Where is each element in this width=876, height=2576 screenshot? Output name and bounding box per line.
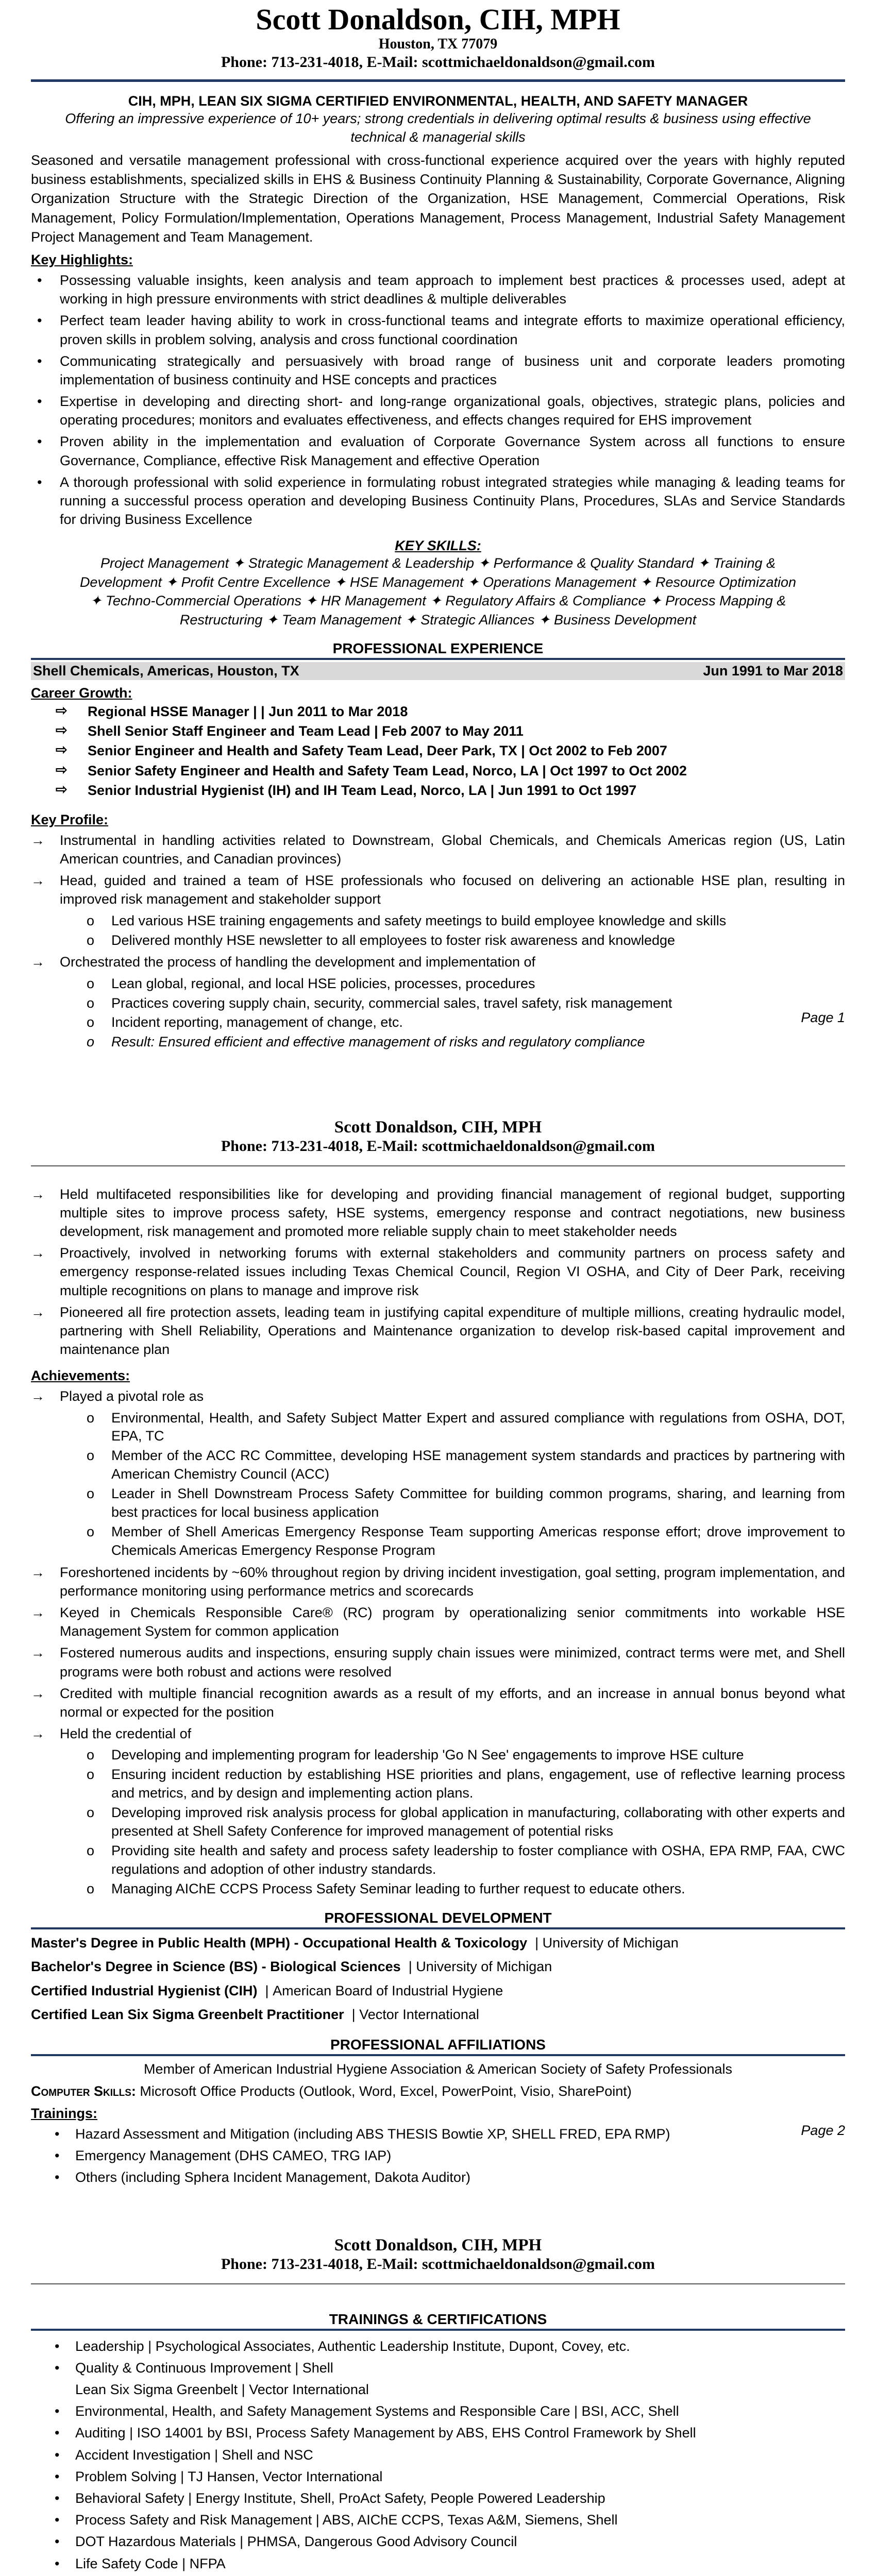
list-item: • Quality & Continuous Improvement | Shell	[31, 2359, 845, 2377]
list-item: → Held multifaceted responsibilities like for developing and providing financial management of regional budget, supporting multiple sites to improve process safety, HSE systems, emergency response and contract negotiations, new business development, risk management and promoted more reliable supply chain to meet stakeholder needs	[31, 1185, 845, 1241]
achievements-sublist	[31, 1409, 845, 1560]
list-item: • Others (including Sphera Incident Management, Dakota Auditor)	[31, 2168, 845, 2187]
list-item: • DOT Hazardous Materials | PHMSA, Dangerous Good Advisory Council	[31, 2532, 845, 2551]
list-item: → Keyed in Chemicals Responsible Care® (RC) program by operationalizing senior commitments into workable HSE Management System for common application	[31, 1603, 845, 1640]
education-item: Certified Industrial Hygienist (CIH) | American Board of Industrial Hygiene	[31, 1982, 503, 1998]
list-item: • Life Safety Code | NFPA	[31, 2554, 845, 2573]
key-profile-sublist	[31, 975, 845, 1052]
list-item: o Managing AIChE CCPS Process Safety Seminar leading to further request to educate others.	[31, 1880, 845, 1899]
highlights-label: Key Highlights:	[31, 252, 133, 268]
list-item: • Proven ability in the implementation and evaluation of Corporate Governance System across all functions to ensure Governance, Compliance, effective Risk Management and effective Operation	[31, 432, 845, 469]
list-item: • Behavioral Safety | Energy Institute, Shell, ProAct Safety, People Powered Leadership	[31, 2489, 845, 2507]
list-item: → Credited with multiple financial recognition awards as a result of my efforts, and an increase in annual bonus beyond what normal or expected for the position	[31, 1684, 845, 1721]
running-header-contact: Phone: 713-231-4018, E-Mail: scottmichaeldonaldson@gmail.com	[221, 2256, 655, 2273]
list-item: • Problem Solving | TJ Hansen, Vector International	[31, 2467, 845, 2486]
list-item: • Accident Investigation | Shell and NSC	[31, 2446, 845, 2464]
key-profile-list	[31, 953, 845, 971]
list-item: o Developing and implementing program for leadership 'Go N See' engagements to improve HSE culture	[31, 1746, 845, 1765]
experience-heading: PROFESSIONAL EXPERIENCE	[31, 640, 845, 660]
education-item: Certified Lean Six Sigma Greenbelt Practitioner | Vector International	[31, 2007, 479, 2023]
header-divider	[31, 79, 845, 82]
list-item: • Leadership | Psychological Associates, Authentic Leadership Institute, Dupont, Covey, etc.	[31, 2337, 845, 2355]
key-profile-continued	[31, 1185, 845, 1359]
page-number: Page 1	[801, 1010, 845, 1025]
certifications-heading: TRAININGS & CERTIFICATIONS	[31, 2311, 845, 2331]
list-item: • Process Safety and Risk Management | ABS, AIChE CCPS, Texas A&M, Siemens, Shell	[31, 2511, 845, 2529]
achievements-label: Achievements:	[31, 1368, 130, 1384]
list-item: ⇨ Shell Senior Staff Engineer and Team Lead | Feb 2007 to May 2011	[31, 722, 845, 740]
list-item: o Ensuring incident reduction by establishing HSE priorities and plans, engagement, use of reflective learning process and metrics, and by design and implementing action plans.	[31, 1766, 845, 1803]
running-header-name: Scott Donaldson, CIH, MPH	[334, 2236, 542, 2255]
list-item: • A thorough professional with solid experience in formulating robust integrated strategies while managing & leading teams for running a successful process operation and developing Business Continuity Plans, Procedures, SLAs and Service Standards for driving Business Excellence	[31, 473, 845, 529]
list-item: o Practices covering supply chain, security, commercial sales, travel safety, risk management	[31, 994, 845, 1013]
key-profile-list	[31, 831, 845, 909]
development-heading: PROFESSIONAL DEVELOPMENT	[31, 1910, 845, 1929]
list-item-continuation: Lean Six Sigma Greenbelt | Vector International	[75, 2382, 369, 2398]
candidate-contact: Phone: 713-231-4018, E-Mail: scottmichaeldonaldson@gmail.com	[221, 54, 655, 71]
list-item: o Result: Ensured efficient and effective management of risks and regulatory compliance	[31, 1033, 845, 1052]
list-item: → Held the credential of	[31, 1724, 845, 1743]
certifications-list	[31, 2402, 845, 2576]
education-item: Bachelor's Degree in Science (BS) - Biological Sciences | University of Michigan	[31, 1959, 552, 1975]
list-item: ⇨ Regional HSSE Manager | | Jun 2011 to Mar 2018	[31, 702, 845, 721]
list-item: → Foreshortened incidents by ~60% throughout region by driving incident investigation, goal setting, program implementation, and performance monitoring using performance metrics and scorecards	[31, 1563, 845, 1600]
list-item: o Environmental, Health, and Safety Subject Matter Expert and assured compliance with regulations from OSHA, DOT, EPA, TC	[31, 1409, 845, 1446]
list-item: o Providing site health and safety and process safety leadership to foster compliance with OSHA, EPA RMP, FAA, CWC regulations and adoption of other industry standards.	[31, 1842, 845, 1879]
summary-title: CIH, MPH, LEAN SIX SIGMA CERTIFIED ENVIRONMENTAL, HEALTH, AND SAFETY MANAGER	[128, 93, 748, 109]
page-2	[31, 1108, 845, 2190]
list-item: → Fostered numerous audits and inspections, ensuring supply chain issues were minimized, contract terms were met, and Shell programs were both robust and actions were resolved	[31, 1643, 845, 1681]
list-item: o Leader in Shell Downstream Process Safety Committee for building common programs, sharing, and learning from best practices for local business application	[31, 1485, 845, 1522]
list-item: ⇨ Senior Industrial Hygienist (IH) and IH Team Lead, Norco, LA | Jun 1991 to Oct 1997	[31, 781, 845, 800]
list-item: o Incident reporting, management of change, etc.	[31, 1013, 845, 1032]
page-3	[31, 2221, 845, 2576]
key-profile-sublist	[31, 912, 845, 950]
summary-paragraph: Seasoned and versatile management professional with cross-functional experience acquired over the years with highly reputed business establishments, specialized skills in EHS & Business Continuity Planning & Sustainability, Corporate Governance, Aligning Organization Structure with the Strategic Direction of the Organization, HSE Management, Commercial Operations, Risk Management, Policy Formulation/Implementation, Operations Management, Process Management, Industrial Safety Management Project Management and Team Management.	[31, 152, 845, 245]
list-item: → Head, guided and trained a team of HSE professionals who focused on delivering an actionable HSE plan, resulting in improved risk management and stakeholder support	[31, 871, 845, 908]
list-item: → Proactively, involved in networking forums with external stakeholders and community partners on process safety and emergency response-related issues including Texas Chemical Council, Region VI OSHA, and City of Deer Park, receiving multiple recognitions on plans to manage and improve risk	[31, 1244, 845, 1300]
trainings-list	[31, 2125, 845, 2187]
page-1	[31, 0, 845, 1082]
affiliations-heading: PROFESSIONAL AFFILIATIONS	[31, 2037, 845, 2056]
list-item: → Orchestrated the process of handling the development and implementation of	[31, 953, 845, 971]
list-item: • Expertise in developing and directing short- and long-range organizational goals, objectives, strategic plans, policies and operating procedures; monitors and evaluates effectiveness, and effects changes required for EHS improvement	[31, 392, 845, 429]
candidate-address: Houston, TX 77079	[378, 36, 498, 52]
list-item: o Led various HSE training engagements and safety meetings to build employee knowledge and skills	[31, 912, 845, 930]
company-row	[31, 662, 845, 680]
list-item: → Played a pivotal role as	[31, 1387, 845, 1405]
list-item: o Member of Shell Americas Emergency Response Team supporting Americas response effort; drove improvement to Chemicals Americas Emergency Response Program	[31, 1523, 845, 1560]
key-profile-label: Key Profile:	[31, 811, 109, 827]
achievements-sublist	[31, 1746, 845, 1898]
computer-skills: Computer Skills: Microsoft Office Products (Outlook, Word, Excel, PowerPoint, Visio, SharePoint)	[31, 2083, 632, 2099]
running-header-name: Scott Donaldson, CIH, MPH	[334, 1118, 542, 1137]
education-item: Master's Degree in Public Health (MPH) - Occupational Health & Toxicology | University of Michigan	[31, 1935, 679, 1951]
affiliations-text: Member of American Industrial Hygiene Association & American Society of Safety Professionals	[143, 2061, 733, 2077]
certifications-list	[31, 2337, 845, 2377]
company-name: Shell Chemicals, Americas, Houston, TX	[33, 663, 299, 679]
list-item: • Perfect team leader having ability to work in cross-functional teams and integrate efforts to maximize operational efficiency, proven skills in problem solving, analysis and cross functional coordination	[31, 311, 845, 348]
list-item: → Pioneered all fire protection assets, leading team in justifying capital expenditure of multiple millions, creating hydraulic model, partnering with Shell Reliability, Operations and Maintenance organization to develop risk-based capital improvement and maintenance plan	[31, 1303, 845, 1359]
list-item: • Auditing | ISO 14001 by BSI, Process Safety Management by ABS, EHS Control Framework by Shell	[31, 2424, 845, 2442]
list-item: → Instrumental in handling activities related to Downstream, Global Chemicals, and Chemicals Americas region (US, Latin American countries, and Canadian provinces)	[31, 831, 845, 868]
achievements-list	[31, 1387, 845, 1405]
list-item: • Communicating strategically and persuasively with broad range of business unit and corporate leaders promoting implementation of business continuity and HSE concepts and practices	[31, 352, 845, 389]
list-item: • Hazard Assessment and Mitigation (including ABS THESIS Bowtie XP, SHELL FRED, EPA RMP)	[31, 2125, 845, 2143]
list-item: ⇨ Senior Engineer and Health and Safety Team Lead, Deer Park, TX | Oct 2002 to Feb 2007	[31, 741, 845, 760]
list-item: • Environmental, Health, and Safety Management Systems and Responsible Care | BSI, ACC, Shell	[31, 2402, 845, 2420]
career-growth-label: Career Growth:	[31, 685, 132, 701]
list-item: o Lean global, regional, and local HSE policies, processes, procedures	[31, 975, 845, 993]
page-number: Page 2	[801, 2123, 845, 2138]
list-item: ⇨ Senior Safety Engineer and Health and Safety Team Lead, Norco, LA | Oct 1997 to Oct 2002	[31, 761, 845, 780]
list-item: • Emergency Management (DHS CAMEO, TRG IAP)	[31, 2146, 845, 2165]
company-dates: Jun 1991 to Mar 2018	[703, 663, 843, 679]
list-item: o Member of the ACC RC Committee, developing HSE management system standards and practices by partnering with American Chemistry Council (ACC)	[31, 1447, 845, 1484]
achievements-list	[31, 1563, 845, 1743]
skills-list: Project Management ✦ Strategic Management & Leadership ✦ Performance & Quality Standard ✦ Training & Development ✦ Profit Centre Excellence ✦ HSE Management ✦ Operations Management ✦ Resource Optimization ✦ Techno-Commercial Operations ✦ HR Management ✦ Regulatory Affairs & Compliance ✦ Process Mapping & Restructuring ✦ Team Management ✦ Strategic Alliances ✦ Business Development	[79, 555, 797, 628]
candidate-name: Scott Donaldson, CIH, MPH	[256, 3, 620, 36]
trainings-label: Trainings:	[31, 2105, 98, 2121]
highlights-list	[31, 271, 845, 529]
summary-tagline: Offering an impressive experience of 10+ years; strong credentials in delivering optimal results & business using effective technical & managerial skills	[65, 110, 811, 145]
list-item: o Delivered monthly HSE newsletter to all employees to foster risk awareness and knowledge	[31, 931, 845, 950]
list-item: o Developing improved risk analysis process for global application in manufacturing, collaborating with other experts and presented at Shell Safety Conference for improved management of potential risks	[31, 1804, 845, 1841]
skills-label: KEY SKILLS:	[395, 538, 481, 554]
running-header-contact: Phone: 713-231-4018, E-Mail: scottmichaeldonaldson@gmail.com	[221, 1138, 655, 1155]
list-item: • Possessing valuable insights, keen analysis and team approach to implement best practices & processes used, adept at working in high pressure environments with strict deadlines & multiple deliverables	[31, 271, 845, 308]
career-growth-list	[31, 702, 845, 800]
